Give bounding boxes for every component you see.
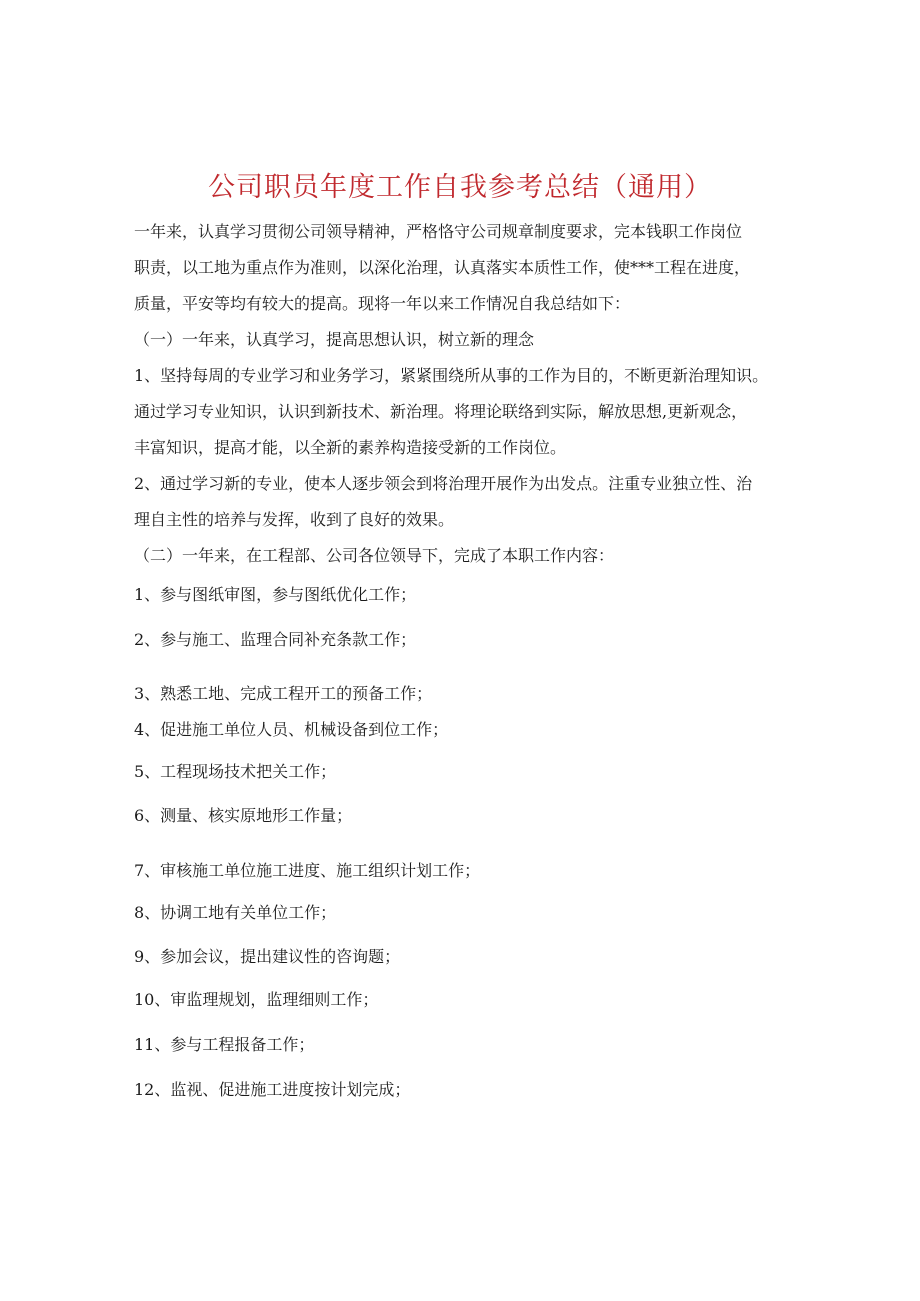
list-item: 7、审核施工单位施工进度、施工组织计划工作； — [134, 861, 481, 880]
intro-line: 职责，以工地为重点作为准则，以深化治理，认真落实本质性工作，使***工程在进度， — [134, 258, 751, 277]
intro-paragraph — [134, 214, 806, 322]
list-item: 9、参加会议，提出建议性的咨询题； — [134, 947, 401, 966]
document-title: 公司职员年度工作自我参考总结（通用） — [208, 172, 712, 203]
list-item: 10、审监理规划，监理细则工作； — [134, 990, 379, 1009]
list-item: 11、参与工程报备工作； — [134, 1035, 315, 1054]
paragraph-line: 理自主性的培养与发挥，收到了良好的效果。 — [134, 510, 455, 529]
list-item: 8、协调工地有关单位工作； — [134, 903, 337, 922]
list-item: 1、参与图纸审图，参与图纸优化工作； — [134, 585, 417, 604]
list-item: 3、熟悉工地、完成工程开工的预备工作； — [134, 684, 433, 703]
paragraph-line: 1、坚持每周的专业学习和业务学习，紧紧围绕所从事的工作为目的，不断更新治理知识。 — [134, 366, 769, 385]
paragraph-line: 通过学习专业知识，认识到新技术、新治理。将理论联络到实际，解放思想,更新观念， — [134, 402, 748, 421]
section-1-heading: （一）一年来，认真学习，提高思想认识，树立新的理念 — [134, 330, 535, 349]
section-2-heading: （二）一年来，在工程部、公司各位领导下，完成了本职工作内容： — [134, 546, 615, 565]
list-item: 5、工程现场技术把关工作； — [134, 762, 337, 781]
list-item: 12、监视、促进施工进度按计划完成； — [134, 1080, 411, 1099]
paragraph-line: 丰富知识，提高才能，以全新的素养构造接受新的工作岗位。 — [134, 438, 567, 457]
section-1-point-1 — [134, 358, 806, 466]
intro-line: 质量，平安等均有较大的提高。现将一年以来工作情况自我总结如下： — [134, 294, 631, 313]
list-item: 4、促进施工单位人员、机械设备到位工作； — [134, 720, 449, 739]
paragraph-line: 2、通过学习新的专业，使本人逐步领会到将治理开展作为出发点。注重专业独立性、治 — [134, 474, 753, 493]
list-item: 2、参与施工、监理合同补充条款工作； — [134, 630, 417, 649]
section-1-point-2 — [134, 466, 806, 538]
list-item: 6、测量、核实原地形工作量； — [134, 806, 353, 825]
intro-line: 一年来，认真学习贯彻公司领导精神，严格恪守公司规章制度要求，完本钱职工作岗位 — [134, 222, 743, 241]
